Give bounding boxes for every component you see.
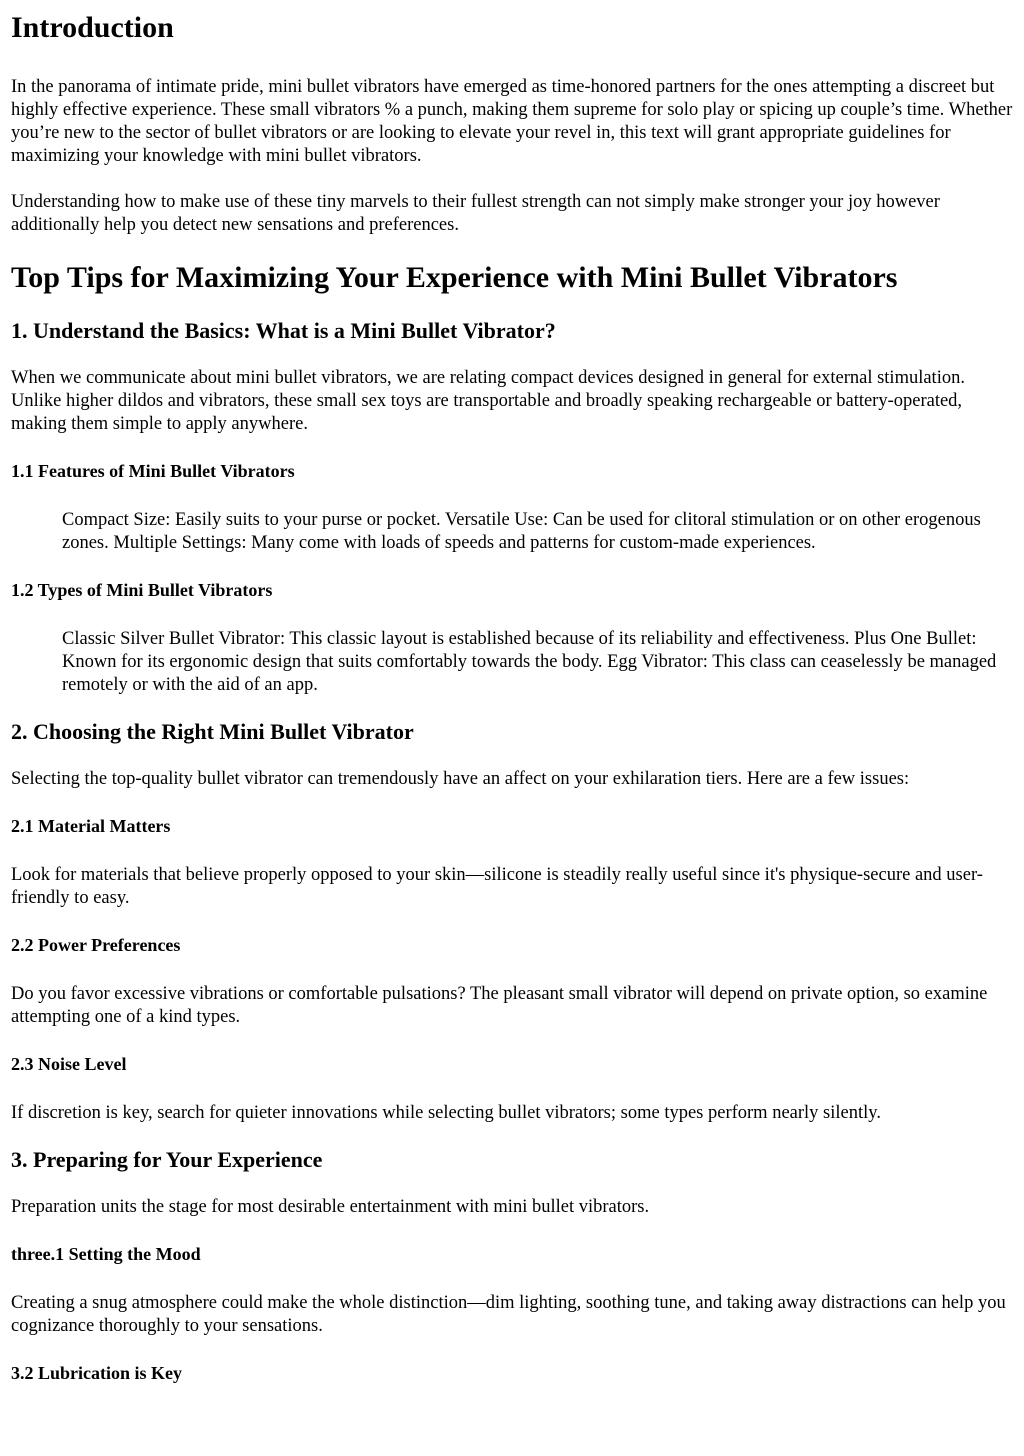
section1-heading: 1. Understand the Basics: What is a Mini Bullet Vibrator? — [11, 318, 556, 343]
section3-heading: 3. Preparing for Your Experience — [11, 1147, 323, 1172]
section3-sub2-heading: 3.2 Lubrication is Key — [11, 1363, 183, 1383]
section2-heading: 2. Choosing the Right Mini Bullet Vibrator — [11, 719, 414, 744]
section1-sub2-heading: 1.2 Types of Mini Bullet Vibrators — [11, 580, 273, 600]
section1-sub1-heading: 1.1 Features of Mini Bullet Vibrators — [11, 461, 295, 481]
section2-sub2-heading: 2.2 Power Preferences — [11, 935, 181, 955]
section2-sub3-heading: 2.3 Noise Level — [11, 1054, 127, 1074]
article — [0, 10, 1024, 1384]
intro-paragraph-2: Understanding how to make use of these tiny marvels to their fullest strength can not simply make stronger your joy however additionally help you detect new sensations and preferences. — [11, 192, 940, 235]
section3-paragraph: Preparation units the stage for most desirable entertainment with mini bullet vibrators. — [11, 1197, 650, 1217]
section1-paragraph: When we communicate about mini bullet vibrators, we are relating compact devices designed in general for external stimulation. Unlike higher dildos and vibrators, these small sex toys are transportable and broadly speaking rechargeable or battery-operated, making them simple to apply anywhere. — [11, 368, 965, 434]
intro-paragraph-1: In the panorama of intimate pride, mini bullet vibrators have emerged as time-honored partners for the ones attempting a discreet but highly effective experience. These small vibrators % a punch, making them supreme for solo play or spicing up couple’s time. Whether you’re new to the sector of bullet vibrators or are looking to elevate your revel in, this text will grant appropriate guidelines for maximizing your knowledge with mini bullet vibrators. — [11, 77, 1013, 166]
intro-heading: Introduction — [11, 11, 174, 44]
tips-heading: Top Tips for Maximizing Your Experience with Mini Bullet Vibrators — [11, 261, 898, 294]
section2-sub1-heading: 2.1 Material Matters — [11, 816, 171, 836]
section2-sub1-text: Look for materials that believe properly opposed to your skin—silicone is steadily really useful since it's physique-secure and user-friendly to easy. — [11, 865, 983, 908]
section3-sub1-heading: three.1 Setting the Mood — [11, 1244, 201, 1264]
section3-sub1-text: Creating a snug atmosphere could make the whole distinction—dim lighting, soothing tune, and taking away distractions can help you cognizance thoroughly to your sensations. — [11, 1293, 1006, 1336]
section2-sub3-text: If discretion is key, search for quieter innovations while selecting bullet vibrators; some types perform nearly silently. — [11, 1103, 881, 1123]
section2-sub2-text: Do you favor excessive vibrations or comfortable pulsations? The pleasant small vibrator will depend on private option, so examine attempting one of a kind types. — [11, 984, 988, 1027]
section1-sub1-text: Compact Size: Easily suits to your purse or pocket. Versatile Use: Can be used for clitoral stimulation or on other erogenous zones. Multiple Settings: Many come with loads of speeds and patterns for custom-made experiences. — [62, 510, 981, 553]
section2-paragraph: Selecting the top-quality bullet vibrator can tremendously have an affect on your exhilaration tiers. Here are a few issues: — [11, 769, 910, 789]
section1-sub2-text: Classic Silver Bullet Vibrator: This classic layout is established because of its reliability and effectiveness. Plus One Bullet: Known for its ergonomic design that suits comfortably towards the body. Egg Vibrator: This class can ceaselessly be managed remotely or with the aid of an app. — [62, 629, 997, 695]
